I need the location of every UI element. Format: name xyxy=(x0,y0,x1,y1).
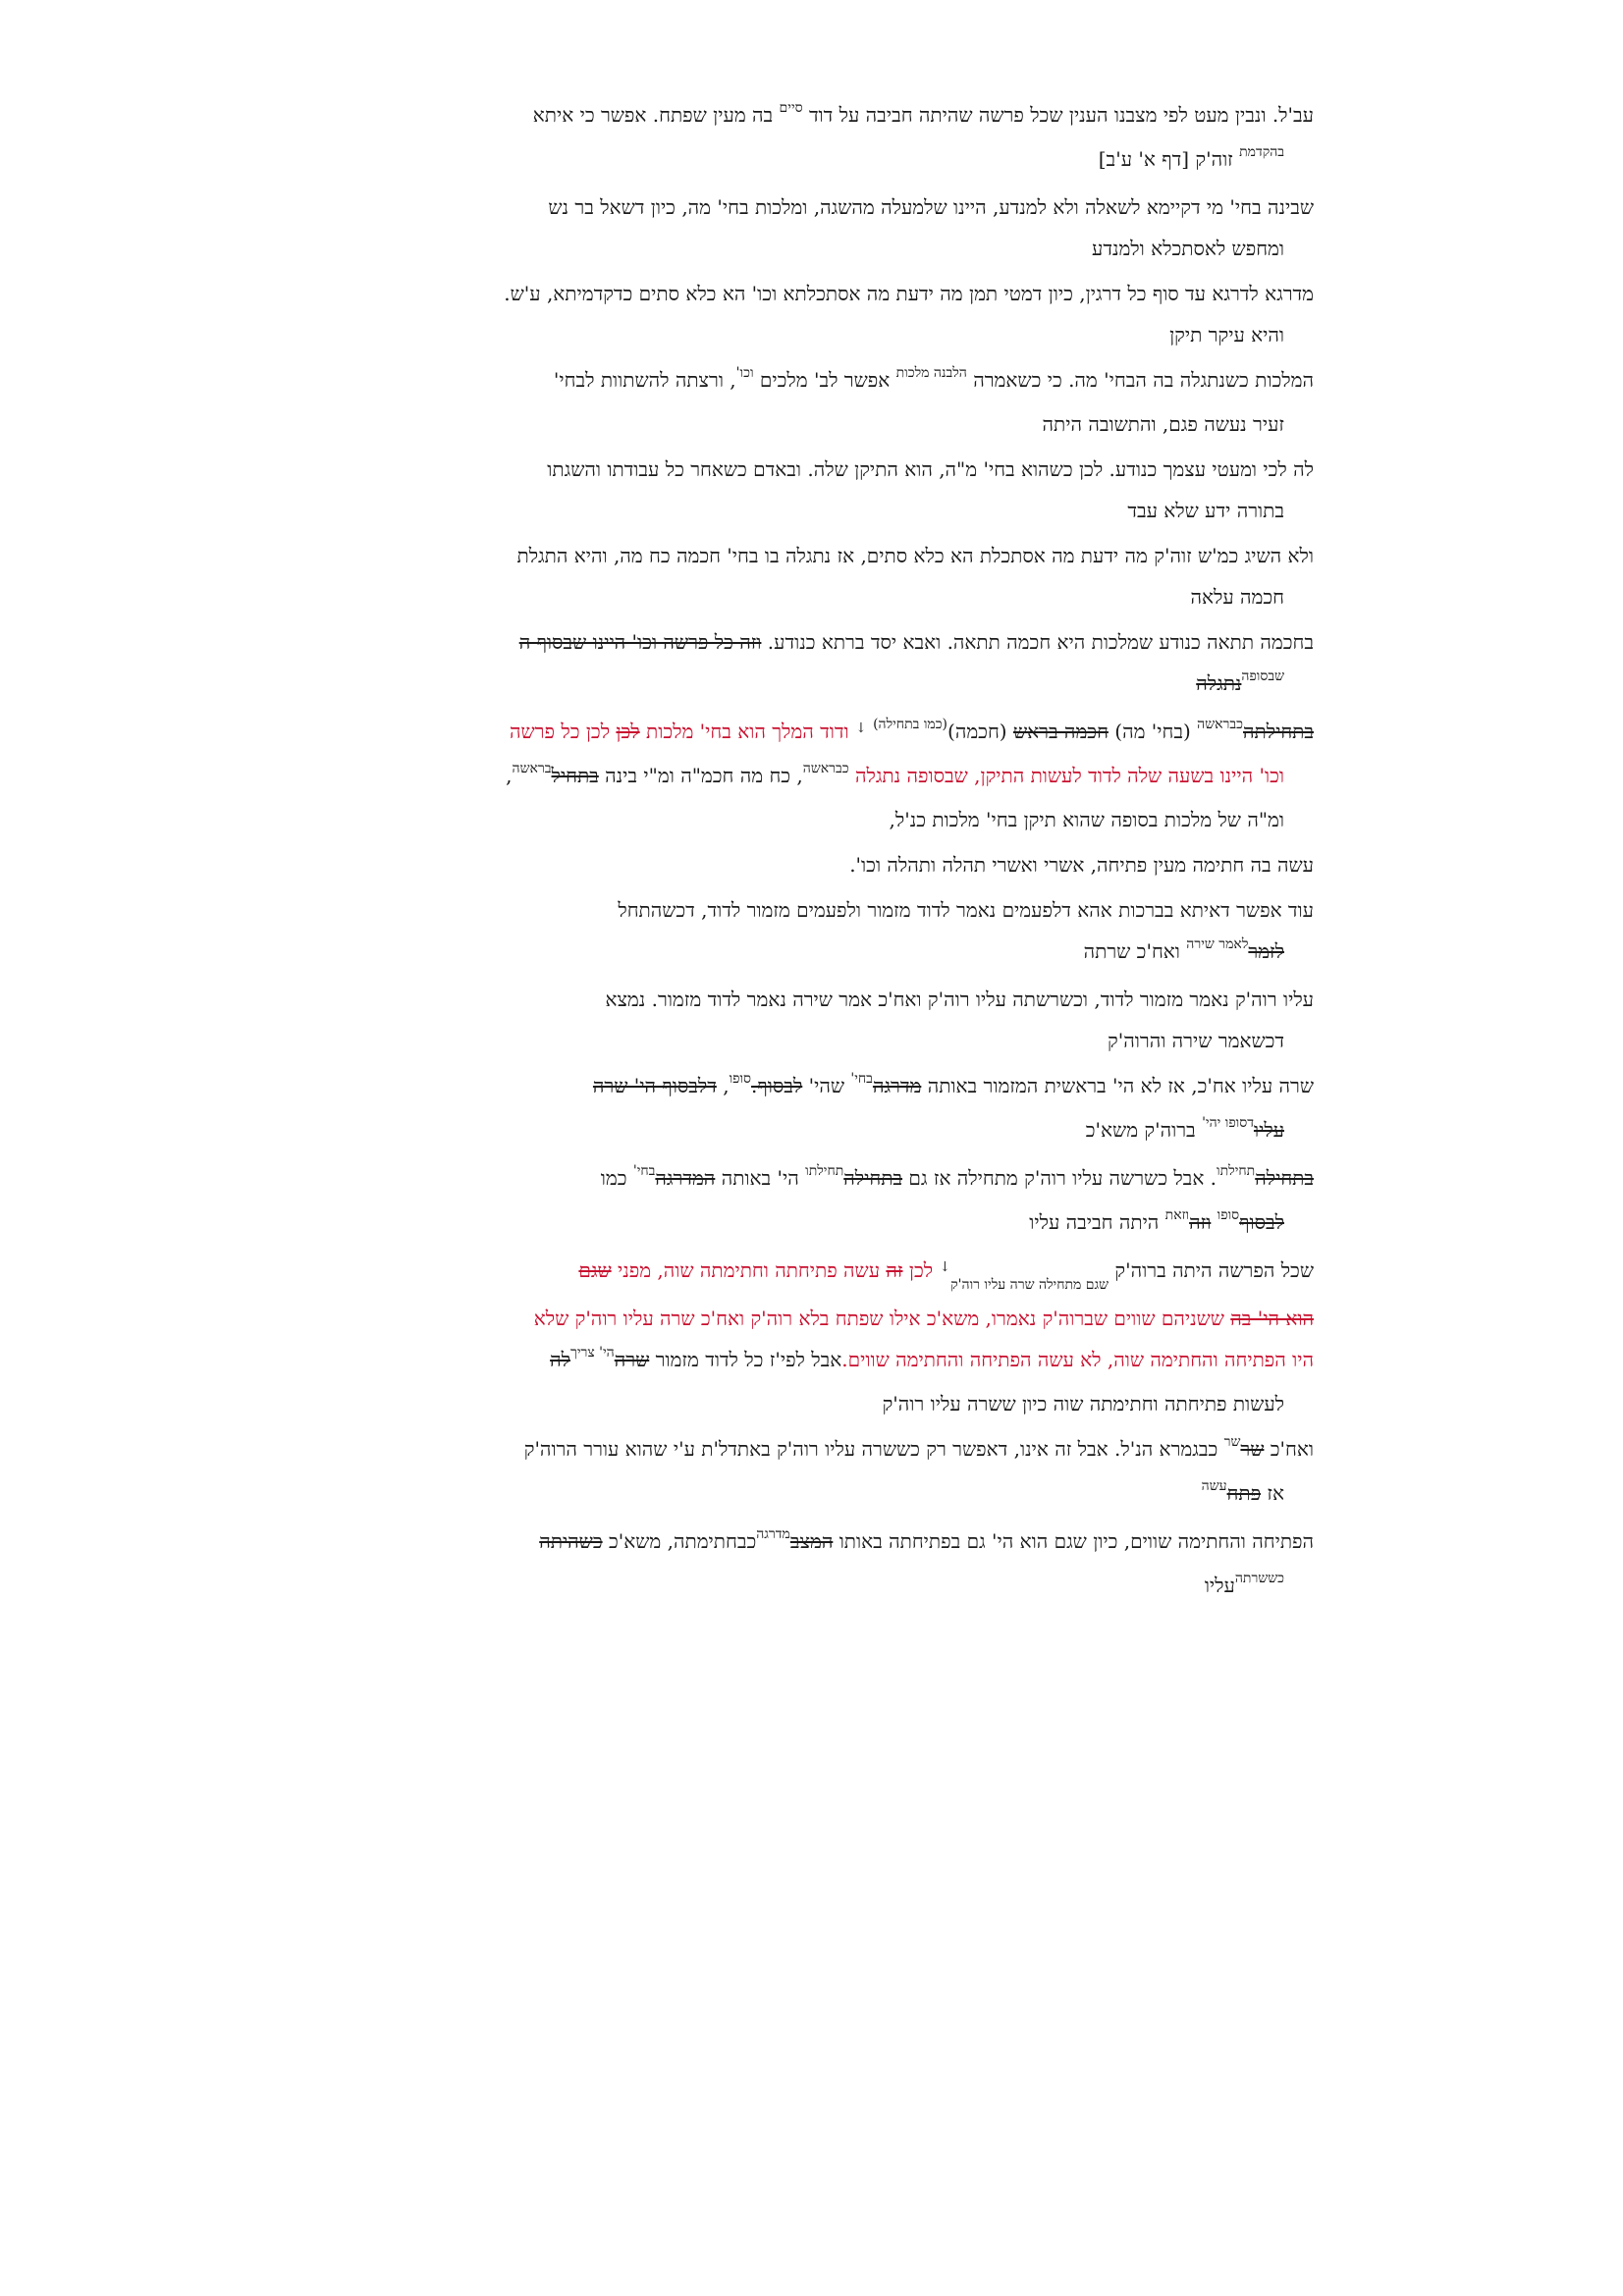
line-text: $^{כששרתה}$עליו xyxy=(1204,1571,1284,1597)
line-text: זעיר נעשה פגם, והתשובה היתה xyxy=(1042,412,1284,436)
text-line xyxy=(373,761,1314,790)
text-line xyxy=(373,630,1314,654)
text-line xyxy=(373,936,1314,966)
line-text: שרה עליו אח'כ, אז לא הי' בראשית המזמור באותה מדרגה$^{בחי'}$ שהי' לבסוף.$^{סופו}$, דלבסוף הי' שרה xyxy=(592,1071,1314,1097)
text-line xyxy=(373,1345,1314,1374)
line-text: שבינה בחי' מי דקיימא לשאלה ולא למנדע, היינו שלמעלה מהשגה, ומלכות בחי' מה, כיון דשאל בר נש xyxy=(548,195,1314,219)
text-line xyxy=(373,1307,1314,1330)
text-line xyxy=(373,1115,1314,1145)
line-text: בתחילתה$^{כבראשה}$ (בחי' מה) חכמה בראש (חכמה)$^{(כמו בתחילה)}$ ↓ ודוד המלך הוא בחי' מלכות לכן לכן כל פרשה xyxy=(510,717,1314,743)
line-text: המלכות כשנתגלה בה הבחי' מה. כי כשאמרה $^{הלבנה מלכות}$ אפשר לב' מלכים $^{וכו'}$, ורצתה להשתוות לבחי' xyxy=(553,365,1314,392)
text-line xyxy=(373,499,1314,522)
text-line xyxy=(373,195,1314,219)
line-text: בתורה ידע שלא עבד xyxy=(1127,499,1284,522)
text-line xyxy=(373,237,1314,260)
text-line xyxy=(373,1526,1314,1556)
text-line xyxy=(373,717,1314,746)
line-text: ומ"ה של מלכות בסופה שהוא תיקן בחי' מלכות כנ'ל, xyxy=(889,808,1284,831)
text-line xyxy=(373,1258,1314,1293)
line-text: עוד אפשר דאיתא בברכות אהא דלפעמים נאמר לדוד מזמור ולפעמים מזמור לדוד, דכשהתחל xyxy=(618,898,1314,922)
text-line xyxy=(373,853,1314,877)
text-line xyxy=(373,100,1314,130)
line-text: $^{בהקדמת}$ זוה'ק [דף א' ע'ב] xyxy=(1098,144,1284,171)
line-text: היו הפתיחה והחתימה שוה, לא עשה הפתיחה והחתימה שווים.אבל לפי'ז כל לדוד מזמור שרה$^{הי' צריך}$לה xyxy=(550,1345,1314,1371)
text-line xyxy=(373,808,1314,831)
line-text: דכשאמר שירה והרוה'ק xyxy=(1108,1029,1284,1052)
text-line xyxy=(373,412,1314,436)
text-line xyxy=(373,1071,1314,1100)
text-line xyxy=(373,1207,1314,1237)
text-line xyxy=(373,323,1314,347)
line-text: עליו$^{דסופו יהי'}$ ברוה'ק משא'כ xyxy=(1085,1115,1284,1142)
line-text: אז פתח$^{עשה}$ xyxy=(1201,1478,1284,1505)
text-line xyxy=(373,365,1314,395)
line-text: $^{שבסופה}$נתגלה xyxy=(1196,668,1284,695)
text-line xyxy=(373,282,1314,305)
insertion-arrow-icon: ↓ xyxy=(939,1259,951,1275)
line-text: עשה בה חתימה מעין פתיחה, אשרי ואשרי תהלה ותהלה וכו'. xyxy=(849,853,1314,877)
manuscript-text xyxy=(373,100,1314,1600)
line-text: הפתיחה והחתימה שווים, כיון שגם הוא הי' גם בפתיחתה באותו המצב$^{מדרגה}$כבחתימתה, משא'כ כשהיתה xyxy=(539,1526,1314,1553)
line-text: לבסוף$^{סופו}$ וזה$^{וזאת}$ היתה חביבה עליו xyxy=(1029,1207,1284,1234)
line-text: לעשות פתיחתה וחתימתה שוה כיון ששרה עליו רוה'ק xyxy=(882,1392,1284,1415)
line-text: ואח'כ שר$^{שר}$ כבגמרא הנ'ל. אבל זה אינו, דאפשר רק כששרה עליו רוה'ק באתדל'ת ע'י שהוא עורר הרוה'ק xyxy=(523,1434,1314,1461)
text-line xyxy=(373,544,1314,567)
line-text: הוא הי' בה ששניהם שווים שברוה'ק נאמרו, משא'כ אילו שפתח בלא רוה'ק ואח'כ שרה עליו רוה'ק שלא xyxy=(533,1307,1314,1330)
line-text: עב'ל. ונבין מעט לפי מצבנו הענין שכל פרשה שהיתה חביבה על דוד $^{סיים}$ בה מעין שפתח. אפשר כי איתא xyxy=(532,100,1314,127)
text-line xyxy=(373,457,1314,481)
line-text: לה לכי ומעטי עצמך כנודע. לכן כשהוא בחי' מ"ה, הוא התיקן שלה. ובאדם כשאחר כל עבודתו והשגתו xyxy=(547,457,1314,481)
text-line xyxy=(373,1571,1314,1600)
text-line xyxy=(373,1163,1314,1193)
line-text: בתחילה$^{תחילתו}$. אבל כשרשה עליו רוה'ק מתחילה אז גם בתחילה$^{תחילתו}$ הי' באותה המדרגה$^{בחי'}$ כמו xyxy=(600,1163,1314,1190)
line-text: חכמה עלאה xyxy=(1190,585,1284,609)
line-text: ולא השיג כמ'ש זוה'ק מה ידעת מה אסתכלת הא כלא סתים, אז נתגלה בו בחי' חכמה כח מה, והיא התגלת xyxy=(516,544,1314,567)
text-line xyxy=(373,1478,1314,1508)
line-text: עליו רוה'ק נאמר מזמור לדוד, וכשרשתה עליו רוה'ק ואח'כ אמר שירה נאמר לדוד מזמור. נמצא xyxy=(605,988,1314,1011)
text-line xyxy=(373,1029,1314,1052)
text-line xyxy=(373,898,1314,922)
line-text: והיא עיקר תיקן xyxy=(1169,323,1284,347)
line-text: וכו' היינו בשעה שלה לדוד לעשות התיקן, שבסופה נתגלה $^{כבראשה}$, כח מה חכמ"ה ומ"י בינה בתחיל$^{בראשה}$, xyxy=(506,761,1284,787)
insertion-arrow-icon: ↓ xyxy=(854,721,867,736)
text-line xyxy=(373,585,1314,609)
text-line xyxy=(373,1434,1314,1464)
line-text: שכל הפרשה היתה ברוה'ק $_{שגם מתחילה שרה עליו רוה'ק}$↓ לכן זה עשה פתיחתה וחתימתה שוה, מפני שגם xyxy=(578,1258,1314,1293)
text-line xyxy=(373,144,1314,174)
line-text: בחכמה תתאה כנודע שמלכות היא חכמה תתאה. ואבא יסד ברתא כנודע. וזה כל פרשה וכו' היינו שבסוף ה xyxy=(518,630,1314,654)
text-line xyxy=(373,988,1314,1011)
line-text: מדרגא לדרגא עד סוף כל דרגין, כיון דמטי תמן מה ידעת מה אסתכלתא וכו' הא כלא סתים כדקדמיתא, ע'ש. xyxy=(504,282,1314,305)
line-text: לזמר$^{לאמר שירה}$ ואח'כ שרתה xyxy=(1083,936,1284,963)
text-line xyxy=(373,1392,1314,1415)
text-line xyxy=(373,668,1314,698)
line-text: ומחפש לאסתכלא ולמנדע xyxy=(1092,237,1284,260)
